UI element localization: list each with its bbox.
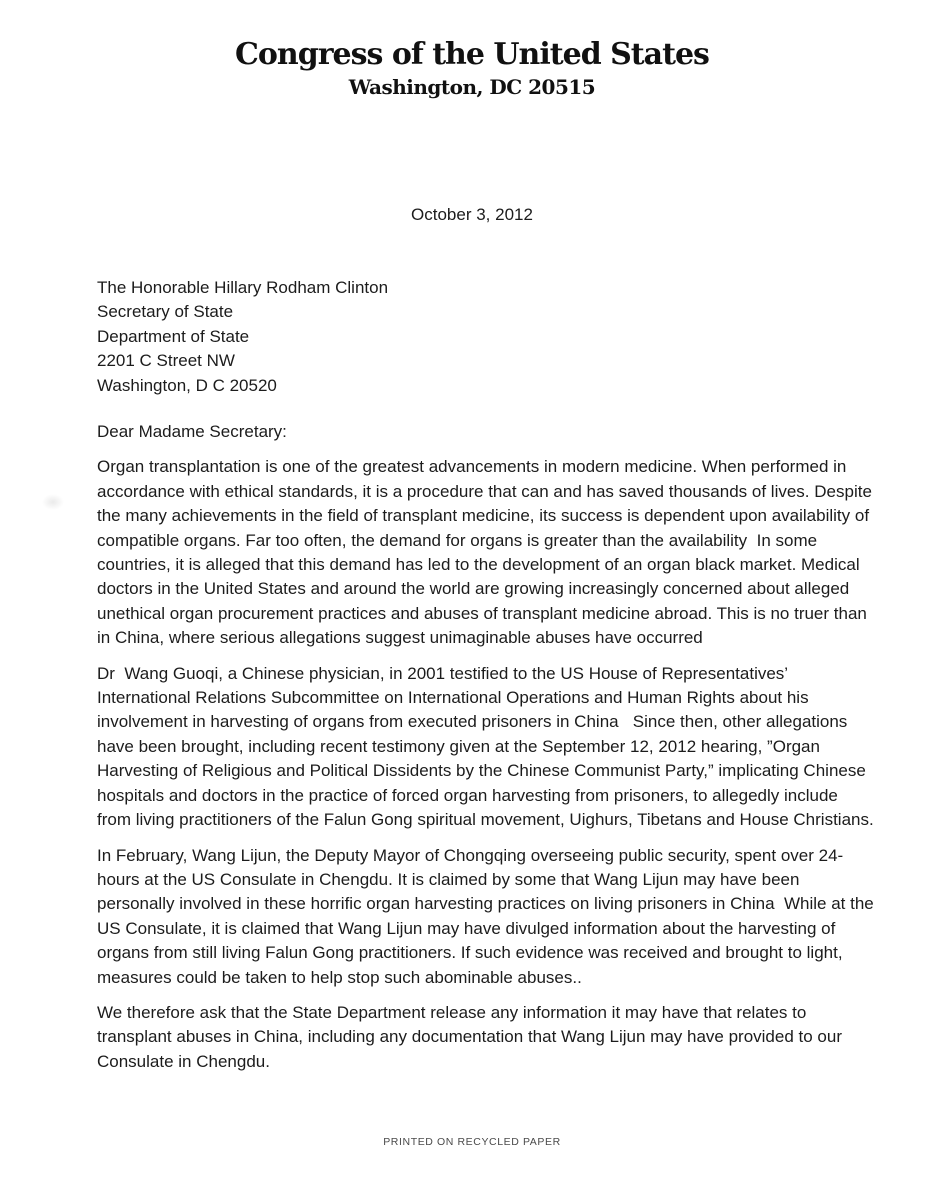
body-paragraph-1: Organ transplantation is one of the greatest advancements in modern medicine. When performed in accordance with ethical standards, it is a procedure that can and has saved thousands of lives. Despite the many achievements in the field of transplant medicine, its success is dependent upon availability of compatible organs. Far too often, the demand for organs is greater than the availability In some countries, it is alleged that this demand has led to the development of an organ black market. Medical doctors in the United States and around the world are growing increasingly concerned about alleged unethical organ procurement practices and abuses of transplant medicine abroad. This is no truer than in China, where serious allegations suggest unimaginable abuses have occurred — [97, 457, 877, 648]
recipient-street: 2201 C Street NW — [97, 351, 235, 371]
body-paragraph-2: Dr Wang Guoqi, a Chinese physician, in 2001 testified to the US House of Representatives’ International Relations Subcommittee on International Operations and Human Rights about his involvement in harvesting of organs from executed prisoners in China Since then, other allegations have been brought, including recent testimony given at the September 12, 2012 hearing, ”Organ Harvesting of Religious and Political Dissidents by the Chinese Communist Party,” implicating Chinese hospitals and doctors in the practice of forced organ harvesting from prisoners, to allegedly include from living practitioners of the Falun Gong spiritual movement, Uighurs, Tibetans and House Christians. — [97, 663, 874, 830]
letterhead-subtitle: Washington, DC 20515 — [348, 75, 596, 99]
body-paragraph-3: In February, Wang Lijun, the Deputy Mayor of Chongqing overseeing public security, spent over 24-hours at the US Consulate in Chengdu. It is claimed by some that Wang Lijun may have been personally involved in these horrific organ harvesting practices on living prisoners in China While at the US Consulate, it is claimed that Wang Lijun may have divulged information about the harvesting of organs from still living Falun Gong practitioners. If such evidence was received and brought to light, measures could be taken to help stop such abominable abuses.. — [97, 845, 879, 987]
recipient-department: Department of State — [97, 326, 250, 346]
body-paragraph-4: We therefore ask that the State Department release any information it may have that relates to transplant abuses in China, including any documentation that Wang Lijun may have provided to our Consulate in Chengdu. — [97, 1002, 847, 1071]
letter-body — [97, 420, 879, 1085]
recipient-address — [97, 276, 388, 398]
letterhead-title: Congress of the United States — [235, 37, 709, 72]
recipient-name: The Honorable Hillary Rodham Clinton — [97, 278, 389, 297]
date-line: October 3, 2012 — [411, 205, 533, 224]
recipient-city: Washington, D C 20520 — [97, 375, 277, 395]
salutation: Dear Madame Secretary: — [97, 422, 287, 441]
recipient-title: Secretary of State — [97, 302, 234, 322]
scan-smudge-artifact — [42, 494, 64, 510]
letterhead — [0, 38, 944, 100]
footer-note: PRINTED ON RECYCLED PAPER — [383, 1136, 561, 1148]
